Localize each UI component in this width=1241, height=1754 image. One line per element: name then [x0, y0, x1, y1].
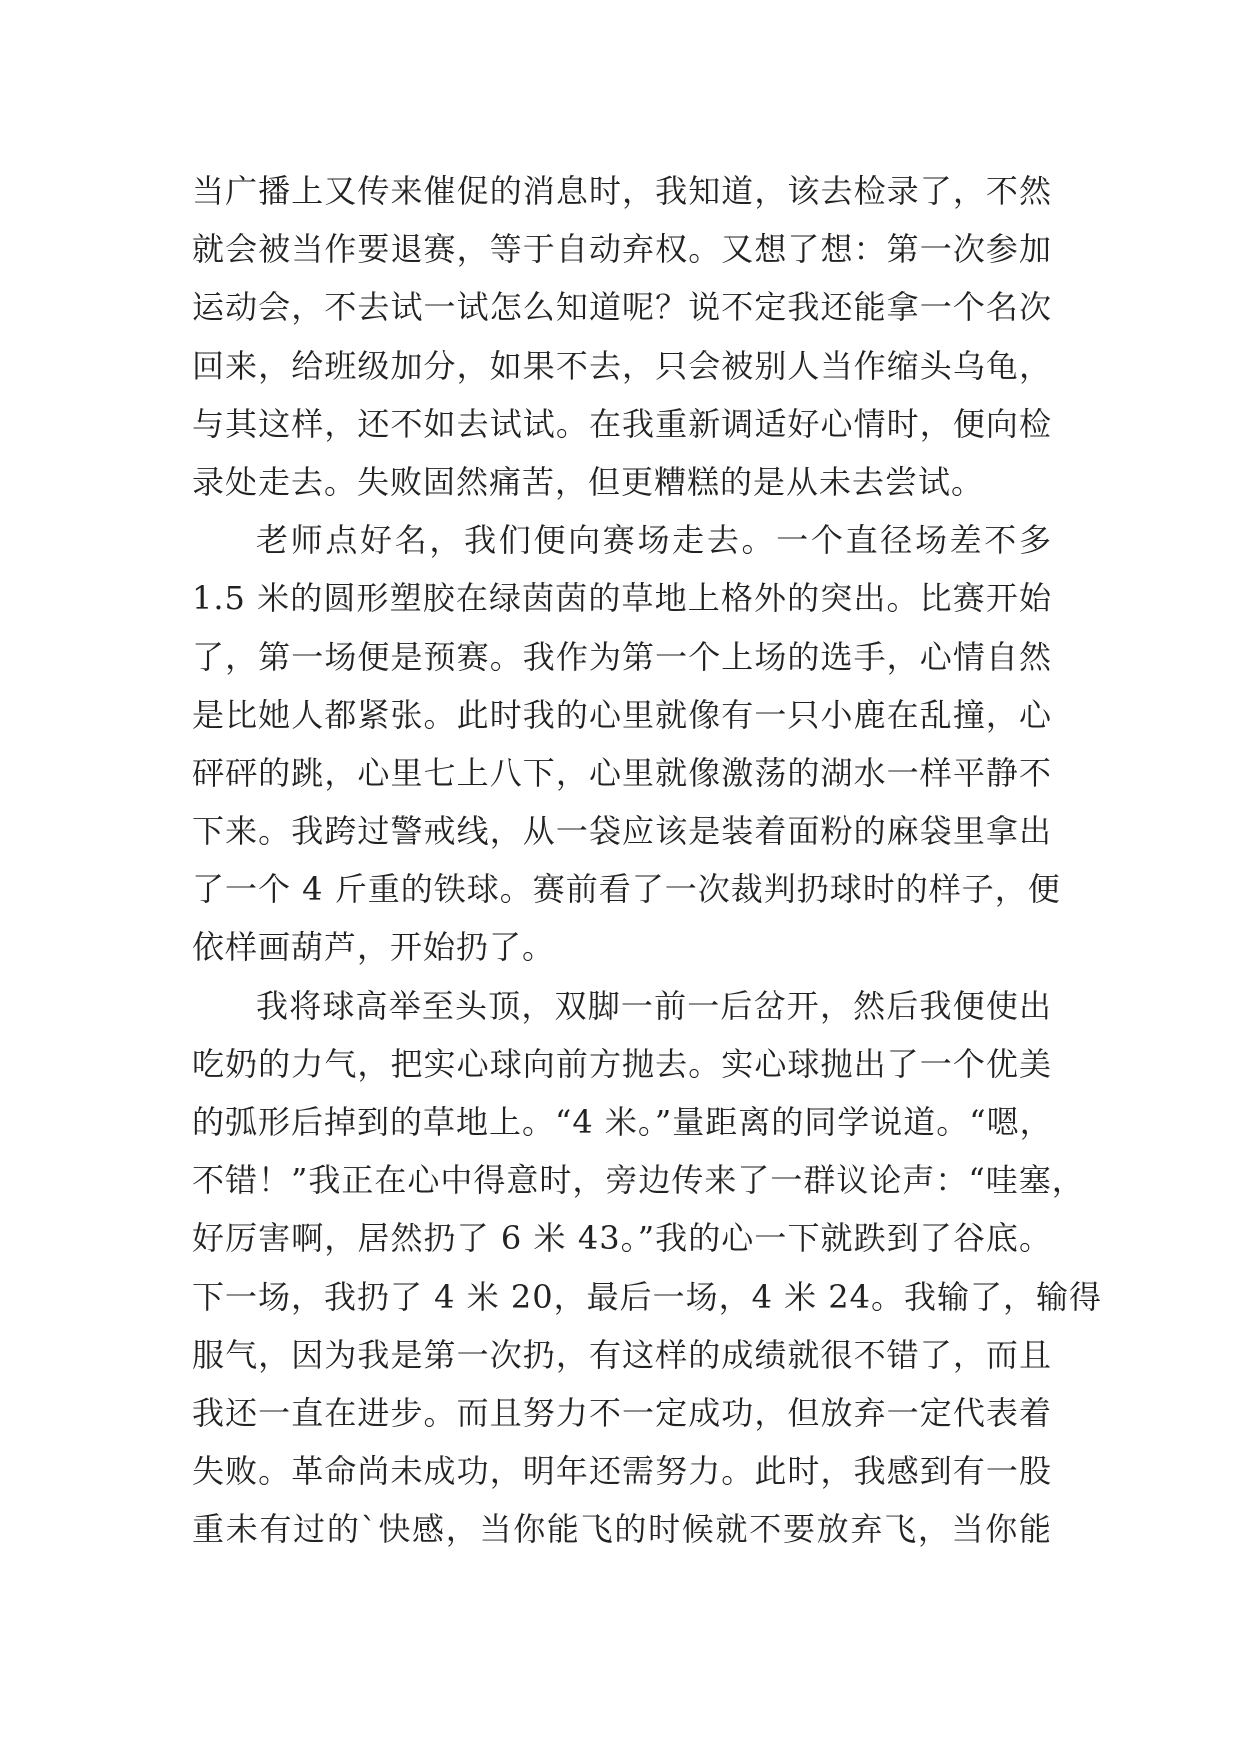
text-line: 依样画葫芦，开始扔了。: [192, 928, 556, 967]
text-line: 服气，因为我是第一次扔，有这样的成绩就很不错了，而且: [192, 1335, 1052, 1374]
text-line: 了一个 4 斤重的铁球。赛前看了一次裁判扔球时的样子，便: [192, 870, 1061, 909]
text-line: 下来。我跨过警戒线，从一袋应该是装着面粉的麻袋里拿出: [192, 812, 1052, 851]
text-line-indented: 老师点好名，我们便向赛场走去。一个直径场差不多: [256, 521, 1052, 560]
text-line-indented: 我将球高举至头顶，双脚一前一后岔开，然后我便使出: [256, 986, 1052, 1025]
text-line: 吃奶的力气，把实心球向前方抛去。实心球抛出了一个优美: [192, 1044, 1052, 1083]
text-line: 录处走去。失败固然痛苦，但更糟糕的是从未去尝试。: [192, 462, 985, 501]
text-line: 失败。革命尚未成功，明年还需努力。此时，我感到有一股: [192, 1452, 1052, 1491]
text-line: 不错！”我正在心中得意时，旁边传来了一群议论声：“哇塞，: [192, 1161, 1085, 1200]
text-line: 与其这样，还不如去试试。在我重新调适好心情时，便向检: [192, 404, 1052, 443]
text-line: 是比她人都紧张。此时我的心里就像有一只小鹿在乱撞，心: [192, 695, 1052, 734]
text-line: 了，第一场便是预赛。我作为第一个上场的选手，心情自然: [192, 637, 1052, 676]
text-line: 当广播上又传来催促的消息时，我知道，该去检录了，不然: [192, 172, 1052, 210]
text-line: 砰砰的跳，心里七上八下，心里就像激荡的湖水一样平静不: [192, 753, 1052, 792]
body-text: [192, 162, 1103, 1559]
text-line: 重未有过的`快感，当你能飞的时候就不要放弃飞，当你能: [192, 1510, 1052, 1549]
text-line: 我还一直在进步。而且努力不一定成功，但放弃一定代表着: [192, 1393, 1052, 1432]
text-line: 下一场，我扔了 4 米 20，最后一场，4 米 24。我输了，输得: [192, 1277, 1103, 1316]
text-line: 就会被当作要退赛，等于自动弃权。又想了想：第一次参加: [192, 230, 1052, 269]
text-line: 运动会，不去试一试怎么知道呢？说不定我还能拿一个名次: [192, 288, 1052, 327]
text-line: 1.5 米的圆形塑胶在绿茵茵的草地上格外的突出。比赛开始: [192, 579, 1052, 618]
text-line: 的弧形后掉到的草地上。“4 米。”量距离的同学说道。“嗯，: [192, 1103, 1053, 1141]
text-line: 回来，给班级加分，如果不去，只会被别人当作缩头乌龟，: [192, 346, 1052, 385]
text-line: 好厉害啊，居然扔了 6 米 43。”我的心一下就跌到了谷底。: [192, 1219, 1052, 1258]
